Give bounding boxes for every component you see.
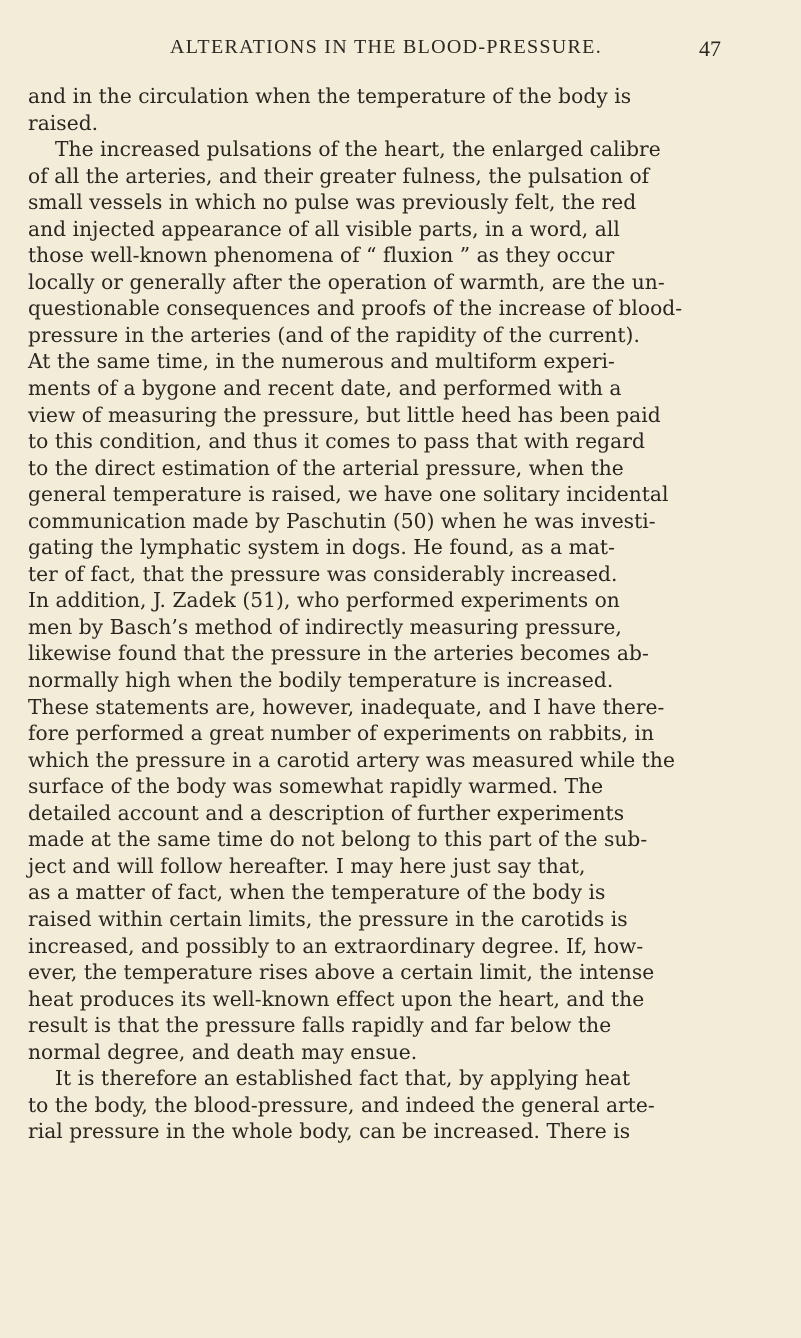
text-line: to the body, the blood-pressure, and indeed the general arte- [28, 1092, 655, 1117]
text-line: questionable consequences and proofs of the increase of blood- [28, 296, 683, 321]
text-line: increased, and possibly to an extraordinary degree. If, how- [28, 933, 644, 958]
text-line: raised. [28, 110, 99, 135]
text-line: to this condition, and thus it comes to pass that with regard [28, 429, 645, 454]
text-line: those well-known phenomena of “ fluxion ” as they occur [28, 243, 615, 268]
text-line: likewise found that the pressure in the arteries becomes ab- [28, 641, 649, 666]
text-line: It is therefore an established fact that, by applying heat [55, 1066, 631, 1091]
text-line: pressure in the arteries (and of the rapidity of the current). [28, 322, 640, 347]
text-line: men by Basch’s method of indirectly measuring pressure, [28, 614, 622, 639]
text-line: made at the same time do not belong to this part of the sub- [28, 827, 648, 852]
text-line: ments of a bygone and recent date, and performed with a [28, 376, 622, 401]
text-line: as a matter of fact, when the temperature of the body is [28, 880, 606, 905]
text-line: view of measuring the pressure, but little heed has been paid [28, 402, 661, 427]
text-line: to the direct estimation of the arterial pressure, when the [28, 455, 624, 480]
text-line: detailed account and a description of further experiments [28, 800, 625, 825]
text-line: In addition, J. Zadek (51), who performed experiments on [28, 588, 620, 613]
page-header [0, 36, 801, 64]
body-text [28, 83, 784, 1145]
text-line: communication made by Paschutin (50) when he was investi- [28, 508, 656, 533]
text-line: heat produces its well-known effect upon the heart, and the [28, 986, 645, 1011]
text-line: gating the lymphatic system in dogs. He found, as a mat- [28, 535, 615, 560]
text-line: normal degree, and death may ensue. [28, 1039, 418, 1064]
text-line: At the same time, in the numerous and multiform experi- [28, 349, 615, 374]
text-line: general temperature is raised, we have one solitary incidental [28, 482, 669, 507]
text-line: locally or generally after the operation of warmth, are the un- [28, 269, 665, 294]
text-line: result is that the pressure falls rapidly and far below the [28, 1013, 612, 1038]
running-head: ALTERATIONS IN THE BLOOD-PRESSURE. [170, 36, 603, 58]
text-line: fore performed a great number of experiments on rabbits, in [28, 721, 655, 746]
text-line: The increased pulsations of the heart, the enlarged calibre [55, 137, 661, 162]
text-line: normally high when the bodily temperature is increased. [28, 668, 614, 693]
text-line: which the pressure in a carotid artery was measured while the [28, 747, 675, 772]
text-line: rial pressure in the whole body, can be increased. There is [28, 1119, 631, 1144]
text-line: ject and will follow hereafter. I may here just say that, [28, 853, 586, 878]
text-line: small vessels in which no pulse was previously felt, the red [28, 190, 637, 215]
text-line: and injected appearance of all visible parts, in a word, all [28, 216, 620, 241]
text-line: ever, the temperature rises above a certain limit, the intense [28, 960, 655, 985]
text-line: surface of the body was somewhat rapidly warmed. The [28, 774, 604, 799]
page-number: 47 [699, 36, 721, 61]
text-line: ter of fact, that the pressure was considerably increased. [28, 561, 618, 586]
text-line: raised within certain limits, the pressure in the carotids is [28, 906, 628, 931]
text-line: These statements are, however, inadequate, and I have there- [28, 694, 665, 719]
text-line: of all the arteries, and their greater fulness, the pulsation of [28, 163, 650, 188]
text-line: and in the circulation when the temperature of the body is [28, 84, 632, 108]
